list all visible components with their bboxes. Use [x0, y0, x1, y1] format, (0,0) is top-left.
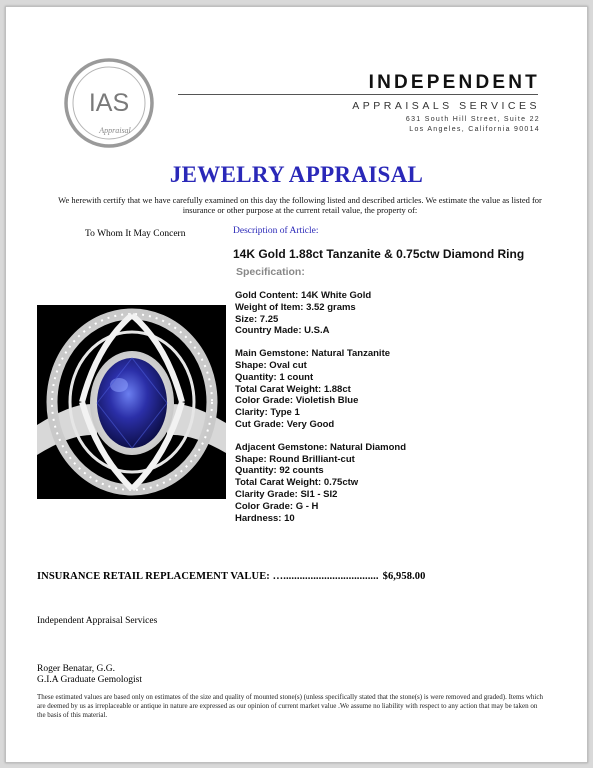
- specification-list: [235, 290, 406, 535]
- spec-line: Weight of Item: 3.52 grams: [235, 301, 356, 313]
- ring-illustration: [37, 305, 226, 499]
- ring-photo: [37, 305, 226, 499]
- appraiser-title: G.I.A Graduate Gemologist: [37, 675, 143, 685]
- metal-specs: [235, 290, 406, 337]
- spec-line: Shape: Oval cut: [235, 359, 307, 371]
- main-gemstone-specs: [235, 348, 406, 431]
- company-address: [330, 115, 540, 135]
- company-name: INDEPENDENT: [368, 72, 540, 93]
- spec-line: Quantity: 1 count: [235, 371, 314, 383]
- spec-line: Country Made: U.S.A: [235, 325, 330, 337]
- company-subtitle: APPRAISALS SERVICES: [352, 100, 540, 112]
- address-line-1: 631 South Hill Street, Suite 22: [405, 116, 540, 123]
- certification-text: We herewith certify that we have carefully examined on this day the following listed and described articles. We estimate the value as listed for insurance or other purpose at the current retail value, the property of:: [58, 195, 542, 215]
- article-title: 14K Gold 1.88ct Tanzanite & 0.75ctw Diamond Ring: [233, 247, 525, 261]
- company-header: [330, 72, 540, 135]
- specification-label: Specification:: [236, 266, 305, 278]
- spec-line: Size: 7.25: [235, 313, 279, 325]
- spec-line: Gold Content: 14K White Gold: [235, 290, 372, 301]
- document-title: JEWELRY APPRAISAL: [169, 162, 424, 187]
- footer-company: Independent Appraisal Services: [37, 616, 158, 626]
- insurance-label: INSURANCE RETAIL REPLACEMENT VALUE: …...................................: [37, 571, 379, 582]
- spec-line: Color Grade: Violetish Blue: [235, 395, 359, 407]
- description-label: Description of Article:: [233, 226, 319, 236]
- spec-line: Shape: Round Brilliant-cut: [235, 453, 355, 465]
- spec-line: Clarity: Type 1: [235, 407, 300, 419]
- ias-logo: [63, 57, 155, 149]
- logo-ring-text: Appraisal: [99, 126, 131, 135]
- spec-line: Main Gemstone: Natural Tanzanite: [235, 348, 391, 360]
- spec-line: Clarity Grade: SI1 - SI2: [235, 488, 338, 500]
- spec-line: Hardness: 10: [235, 512, 295, 524]
- address-line-2: Los Angeles, California 90014: [409, 126, 540, 133]
- insurance-value: $6,958.00: [382, 571, 426, 582]
- spec-line: Adjacent Gemstone: Natural Diamond: [235, 441, 407, 453]
- insurance-value-line: [37, 571, 426, 582]
- logo-monogram: IAS: [88, 89, 130, 117]
- spec-line: Color Grade: G - H: [235, 500, 319, 512]
- disclaimer-text: These estimated values are based only on estimates of the size and quality of mounted stone(s) (unless specifically stated that the stone(s) is were removed and graded). Items which are deemed by us as irreplaceable or antique in nature are expressed as our opinion of current market value .We assume no liability with respect to any action that may be taken on the basis of this material.: [37, 693, 543, 719]
- recipient: To Whom It May Concern: [85, 229, 186, 239]
- adjacent-gemstone-specs: [235, 442, 406, 525]
- spec-line: Quantity: 92 counts: [235, 465, 324, 477]
- spec-line: Cut Grade: Very Good: [235, 418, 335, 430]
- spec-line: Total Carat Weight: 1.88ct: [235, 383, 351, 395]
- appraiser-name: Roger Benatar, G.G.: [37, 664, 115, 674]
- spec-line: Total Carat Weight: 0.75ctw: [235, 477, 359, 489]
